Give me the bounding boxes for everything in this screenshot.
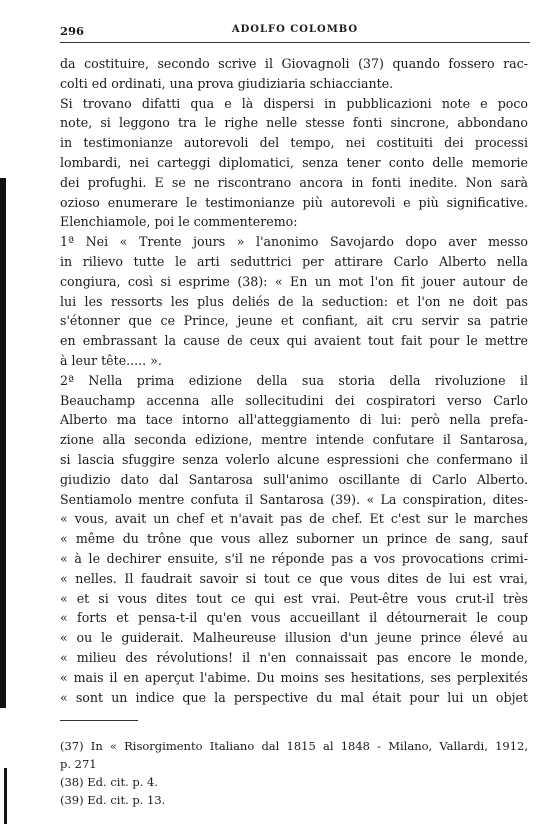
- footnote-line: (39) Ed. cit. p. 13.: [60, 793, 166, 807]
- text-line: Si trovano difatti qua e là dispersi in pubblicazioni note e poco: [60, 95, 528, 111]
- text-line: « et si vous dites tout ce qui est vrai. Peut-être vous crut-il très: [60, 590, 528, 606]
- text-line: zione alla seconda edizione, mentre intende confutare il Santarosa,: [60, 432, 528, 448]
- footnotes: [60, 737, 528, 809]
- text-line: congiura, così si esprime (38): « En un mot l'on fit jouer autour de: [60, 273, 528, 289]
- text-line: « nelles. Il faudrait savoir si tout ce que vous dites de lui est vrai,: [60, 570, 528, 586]
- page-header: [60, 24, 530, 42]
- text-line: « forts et pensa-t-il qu'en vous accueillant il détournerait le coup: [60, 610, 528, 626]
- text-line: « sont un indice que la perspective du mal était pour lui un objet: [60, 689, 528, 705]
- text-line: lombardi, nei carteggi diplomatici, senza tener conto delle memorie: [60, 154, 528, 170]
- page-number: 296: [60, 24, 85, 38]
- text-line: colti ed ordinati, una prova giudiziaria schiacciante.: [60, 75, 394, 91]
- text-line: « milieu des révolutions! il n'en connaissait pas encore le monde,: [60, 649, 528, 665]
- text-line: Alberto ma tace intorno all'atteggiamento di lui: però nella prefa-: [60, 412, 528, 428]
- text-line: « même du trône que vous allez suborner un prince de sang, sauf: [60, 531, 528, 547]
- text-line: Beauchamp accenna alle sollecitudini dei cospiratori verso Carlo: [60, 392, 528, 408]
- footnote-line: (37) In « Risorgimento Italiano dal 1815 al 1848 - Milano, Vallardi, 1912,: [60, 739, 528, 753]
- text-line: si lascia sfuggire senza volerlo alcune espressioni che confermano il: [60, 451, 528, 467]
- footnote-line: (38) Ed. cit. p. 4.: [60, 775, 159, 789]
- text-line: en embrassant la cause de ceux qui avaient tout fait pour le mettre: [60, 333, 528, 349]
- scan-margin-bar: [0, 178, 6, 708]
- text-line: Elenchiamole, poi le commenteremo:: [60, 214, 298, 230]
- text-line: in rilievo tutte le arti seduttrici per attirare Carlo Alberto nella: [60, 253, 528, 269]
- scan-margin-bar-lower: [4, 768, 7, 824]
- text-line: in testimonianze autorevoli del tempo, nei costituiti dei processi: [60, 135, 528, 151]
- text-line: note, si leggono tra le righe nelle stesse fonti sincrone, abbondano: [60, 115, 528, 131]
- text-line: « ou le guiderait. Malheureuse illusion d'un jeune prince élevé au: [60, 630, 528, 646]
- header-rule: [60, 42, 530, 43]
- text-line: Sentiamolo mentre confuta il Santarosa (39). « La conspiration, dites-: [60, 491, 528, 507]
- text-line: giudizio dato dal Santarosa sull'animo oscillante di Carlo Alberto.: [60, 471, 528, 487]
- text-line: « mais il en aperçut l'abime. Du moins ses hesitations, ses perplexités: [60, 669, 528, 685]
- footnote-line: p. 271: [60, 757, 97, 771]
- text-line: « vous, avait un chef et n'avait pas de chef. Et c'est sur le marches: [60, 511, 528, 527]
- text-line: lui les ressorts les plus deliés de la seduction: et l'on ne doit pas: [60, 293, 528, 309]
- text-line: 1ª Nei « Trente jours » l'anonimo Savojardo dopo aver messo: [60, 234, 528, 250]
- text-line: s'étonner que ce Prince, jeune et confiant, ait cru servir sa patrie: [60, 313, 528, 329]
- text-line: « à le dechirer ensuite, s'il ne réponde pas a vos provocations crimi-: [60, 550, 528, 566]
- text-line: ozioso enumerare le testimonianze più autorevoli e più significative.: [60, 194, 528, 210]
- body-text: [60, 54, 528, 707]
- text-line: 2ª Nella prima edizione della sua storia della rivoluzione il: [60, 372, 528, 388]
- text-line: dei profughi. E se ne riscontrano ancora in fonti inedite. Non sarà: [60, 174, 528, 190]
- running-title: ADOLFO COLOMBO: [231, 24, 359, 35]
- footnote-rule: [60, 720, 138, 721]
- text-line: da costituire, secondo scrive il Giovagnoli (37) quando fossero rac-: [60, 56, 528, 71]
- text-line: à leur tête..... ».: [60, 352, 162, 368]
